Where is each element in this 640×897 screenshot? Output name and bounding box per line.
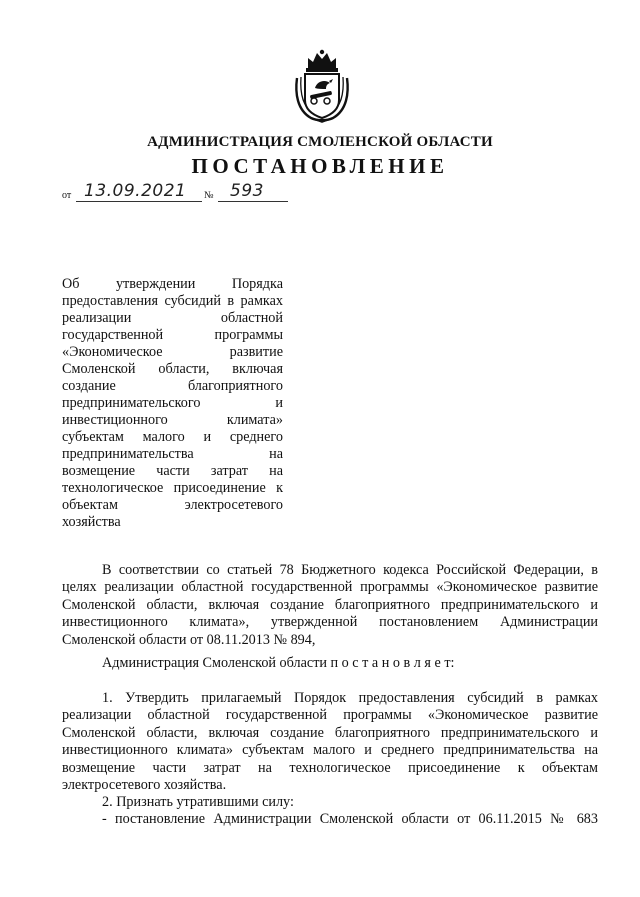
item-1-line: инвестиционного климата» субъектам малого и среднего предпринимательства на: [62, 742, 598, 759]
subject-line: создание благоприятного: [62, 378, 283, 394]
organization-name: АДМИНИСТРАЦИЯ СМОЛЕНСКОЙ ОБЛАСТИ: [147, 134, 493, 150]
subject-block: [62, 276, 283, 531]
preamble-line: целях реализации областной государственной программы «Экономическое развитие: [62, 579, 598, 596]
document-type: ПОСТАНОВЛЕНИЕ: [191, 154, 449, 178]
preamble-line: Смоленской области, включая создание благоприятного предпринимательского и: [62, 596, 598, 613]
resolves-prefix: Администрация Смоленской области: [102, 655, 331, 671]
registration-line: [62, 180, 302, 206]
subject-line: объектам электросетевого: [62, 497, 283, 513]
subject-line: «Экономическое развитие: [62, 344, 283, 360]
preamble-line: Смоленской области от 08.11.2013 № 894,: [62, 631, 316, 648]
preamble-paragraph: [62, 562, 598, 649]
handwritten-date: 13.09.2021: [84, 181, 187, 201]
resolves-line: [62, 655, 598, 672]
subject-line: субъектам малого и среднего: [62, 429, 283, 445]
handwritten-number: 593: [230, 181, 264, 201]
subject-line: Смоленской области, включая: [62, 361, 283, 377]
item-1-line: реализации областной государственной программы «Экономическое развитие: [62, 707, 598, 724]
number-label: №: [204, 190, 214, 201]
date-underline: [76, 201, 202, 202]
item-1-line: Смоленской области, включая создание благоприятного предпринимательского и: [62, 724, 598, 741]
subject-line: предпринимательского и: [62, 395, 283, 411]
preamble-line: инвестиционного климата», утвержденной постановлением Администрации: [62, 614, 598, 631]
subject-line: возмещение части затрат на: [62, 463, 283, 479]
item-2-paragraph: [62, 794, 598, 829]
date-label: от: [62, 190, 72, 201]
item-1-line: электросетевого хозяйства.: [62, 776, 227, 793]
item-2-heading: 2. Признать утратившими силу:: [102, 794, 294, 810]
subject-line: хозяйства: [62, 514, 121, 530]
subject-line: Об утверждении Порядка: [62, 276, 283, 292]
subject-line: государственной программы: [62, 327, 283, 343]
item-1-paragraph: [62, 690, 598, 794]
subject-line: технологическое присоединение к: [62, 480, 283, 496]
item-1-line: возмещение части затрат на технологическое присоединение к объектам: [62, 759, 598, 776]
resolves-verb: п о с т а н о в л я е т:: [330, 655, 455, 671]
subject-line: инвестиционного климата»: [62, 412, 283, 428]
subject-line: реализации областной: [62, 310, 283, 326]
subject-line: предоставления субсидий в рамках: [62, 293, 283, 309]
item-2-subitem: - постановление Администрации Смоленской области от 06.11.2015 № 683: [102, 811, 598, 828]
preamble-line: В соответствии со статьей 78 Бюджетного кодекса Российской Федерации, в: [102, 562, 598, 578]
number-underline: [218, 201, 288, 202]
item-1-line: 1. Утвердить прилагаемый Порядок предоставления субсидий в рамках: [102, 690, 598, 706]
smolensk-coat-of-arms-icon: [291, 48, 353, 124]
resolves-paragraph: [62, 655, 598, 672]
subject-line: предпринимательства на: [62, 446, 283, 462]
